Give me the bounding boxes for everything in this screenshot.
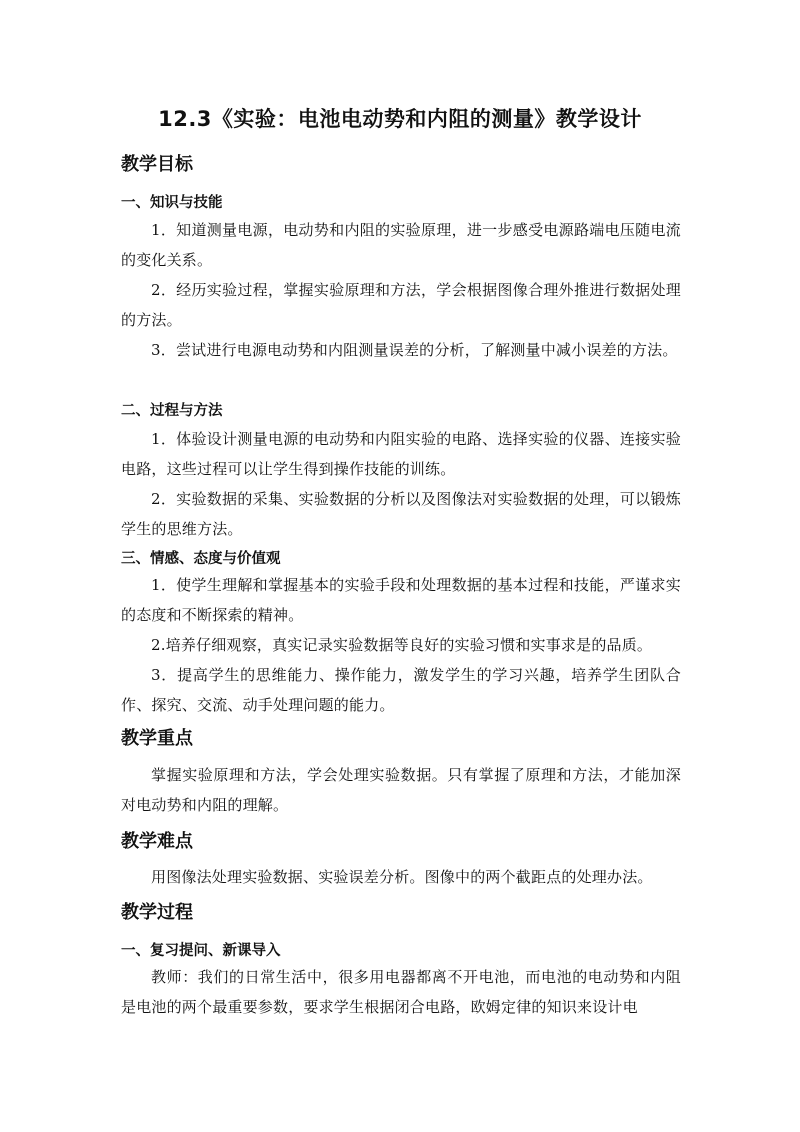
heading-key-points: 教学重点 bbox=[121, 728, 193, 749]
paragraph-process-1: 1．体验设计测量电源的电动势和内阻实验的电路、选择实验的仪器、连接实验电路，这些过程可以让学生得到操作技能的训练。 bbox=[121, 430, 681, 478]
heading-knowledge-skills: 一、知识与技能 bbox=[121, 195, 223, 211]
paragraph-key-points: 掌握实验原理和方法，学会处理实验数据。只有掌握了原理和方法，才能加深对电动势和内阻的理解。 bbox=[121, 766, 681, 814]
paragraph-process-2: 2．实验数据的采集、实验数据的分析以及图像法对实验数据的处理，可以锻炼学生的思维方法。 bbox=[121, 490, 681, 538]
document-title: 12.3《实验：电池电动势和内阻的测量》教学设计 bbox=[158, 107, 642, 131]
paragraph-difficulties: 用图像法处理实验数据、实验误差分析。图像中的两个截距点的处理办法。 bbox=[151, 868, 653, 886]
heading-attitude-values: 三、情感、态度与价值观 bbox=[121, 551, 281, 567]
paragraph-knowledge-2: 2．经历实验过程，掌握实验原理和方法，学会根据图像合理外推进行数据处理的方法。 bbox=[121, 281, 681, 329]
heading-objectives: 教学目标 bbox=[121, 154, 193, 175]
paragraph-attitude-1: 1．使学生理解和掌握基本的实验手段和处理数据的基本过程和技能，严谨求实的态度和不断探索的精神。 bbox=[121, 576, 681, 624]
paragraph-attitude-3: 3．提高学生的思维能力、操作能力，激发学生的学习兴趣，培养学生团队合作、探究、交流、动手处理问题的能力。 bbox=[121, 666, 681, 714]
paragraph-knowledge-3: 3．尝试进行电源电动势和内阻测量误差的分析，了解测量中减小误差的方法。 bbox=[151, 341, 678, 359]
paragraph-knowledge-1: 1．知道测量电源，电动势和内阻的实验原理，进一步感受电源路端电压随电流的变化关系。 bbox=[121, 221, 681, 269]
heading-teaching-process: 教学过程 bbox=[121, 902, 193, 923]
heading-process-methods: 二、过程与方法 bbox=[121, 403, 223, 419]
paragraph-review-intro: 教师：我们的日常生活中，很多用电器都离不开电池，而电池的电动势和内阻是电池的两个最重要参数，要求学生根据闭合电路，欧姆定律的知识来设计电 bbox=[121, 968, 681, 1016]
heading-review-intro: 一、复习提问、新课导入 bbox=[121, 943, 281, 959]
paragraph-attitude-2: 2.培养仔细观察，真实记录实验数据等良好的实验习惯和实事求是的品质。 bbox=[151, 636, 653, 654]
heading-difficulties: 教学难点 bbox=[121, 831, 193, 852]
